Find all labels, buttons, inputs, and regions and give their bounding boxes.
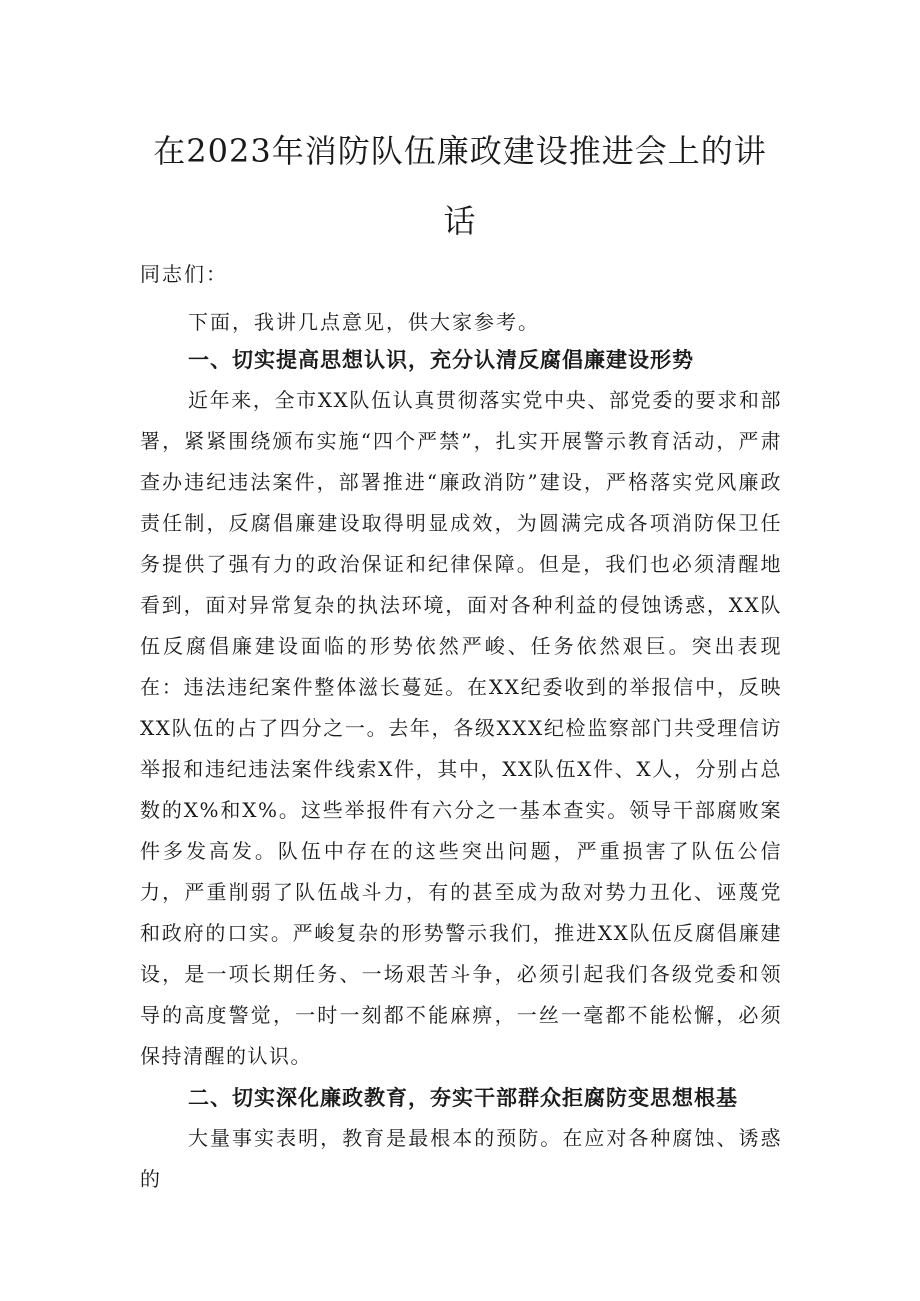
- section-body-1: [140, 380, 782, 1077]
- intro-paragraph: 下面，我讲几点意见，供大家参考。: [188, 310, 540, 334]
- section-paragraph-1: 近年来，全市XX队伍认真贯彻落实党中央、部党委的要求和部署，紧紧围绕颁布实施“四个严禁”，扎实开展警示教育活动，严肃查办违纪违法案件，部署推进“廉政消防”建设，严格落实党风廉政责任制，反腐倡廉建设取得明显成效，为圆满完成各项消防保卫任务提供了强有力的政治保证和纪律保障。但是，我们也必须清醒地看到，面对异常复杂的执法环境，面对各种利益的侵蚀诱惑，XX队伍反腐倡廉建设面临的形势依然严峻、任务依然艰巨。突出表现在：违法违纪案件整体滋长蔓延。在XX纪委收到的举报信中，反映XX队伍的占了四分之一。去年，各级XXX纪检监察部门共受理信访举报和违纪违法案件线索X件，其中，XX队伍X件、X人，分别占总数的X%和X%。这些举报件有六分之一基本查实。领导干部腐败案件多发高发。队伍中存在的这些突出问题，严重损害了队伍公信力，严重削弱了队伍战斗力，有的甚至成为敌对势力丑化、诬蔑党和政府的口实。严峻复杂的形势警示我们，推进XX队伍反腐倡廉建设，是一项长期任务、一场艰苦斗争，必须引起我们各级党委和领导的高度警觉，一时一刻都不能麻痹，一丝一毫都不能松懈，必须保持清醒的认识。: [140, 388, 782, 1068]
- section-body-2: [140, 1118, 782, 1200]
- document-title-line2: 话: [443, 202, 477, 240]
- salutation: 同志们：: [140, 262, 228, 286]
- document-title-line1: 在2023年消防队伍廉政建设推进会上的讲: [153, 132, 767, 170]
- section-heading-1: 一、切实提高思想认识，充分认清反腐倡廉建设形势: [188, 348, 694, 372]
- section-heading-2: 二、切实深化廉政教育，夯实干部群众拒腐防变思想根基: [188, 1086, 738, 1110]
- section-paragraph-2: 大量事实表明，教育是最根本的预防。在应对各种腐蚀、诱惑的: [140, 1126, 782, 1191]
